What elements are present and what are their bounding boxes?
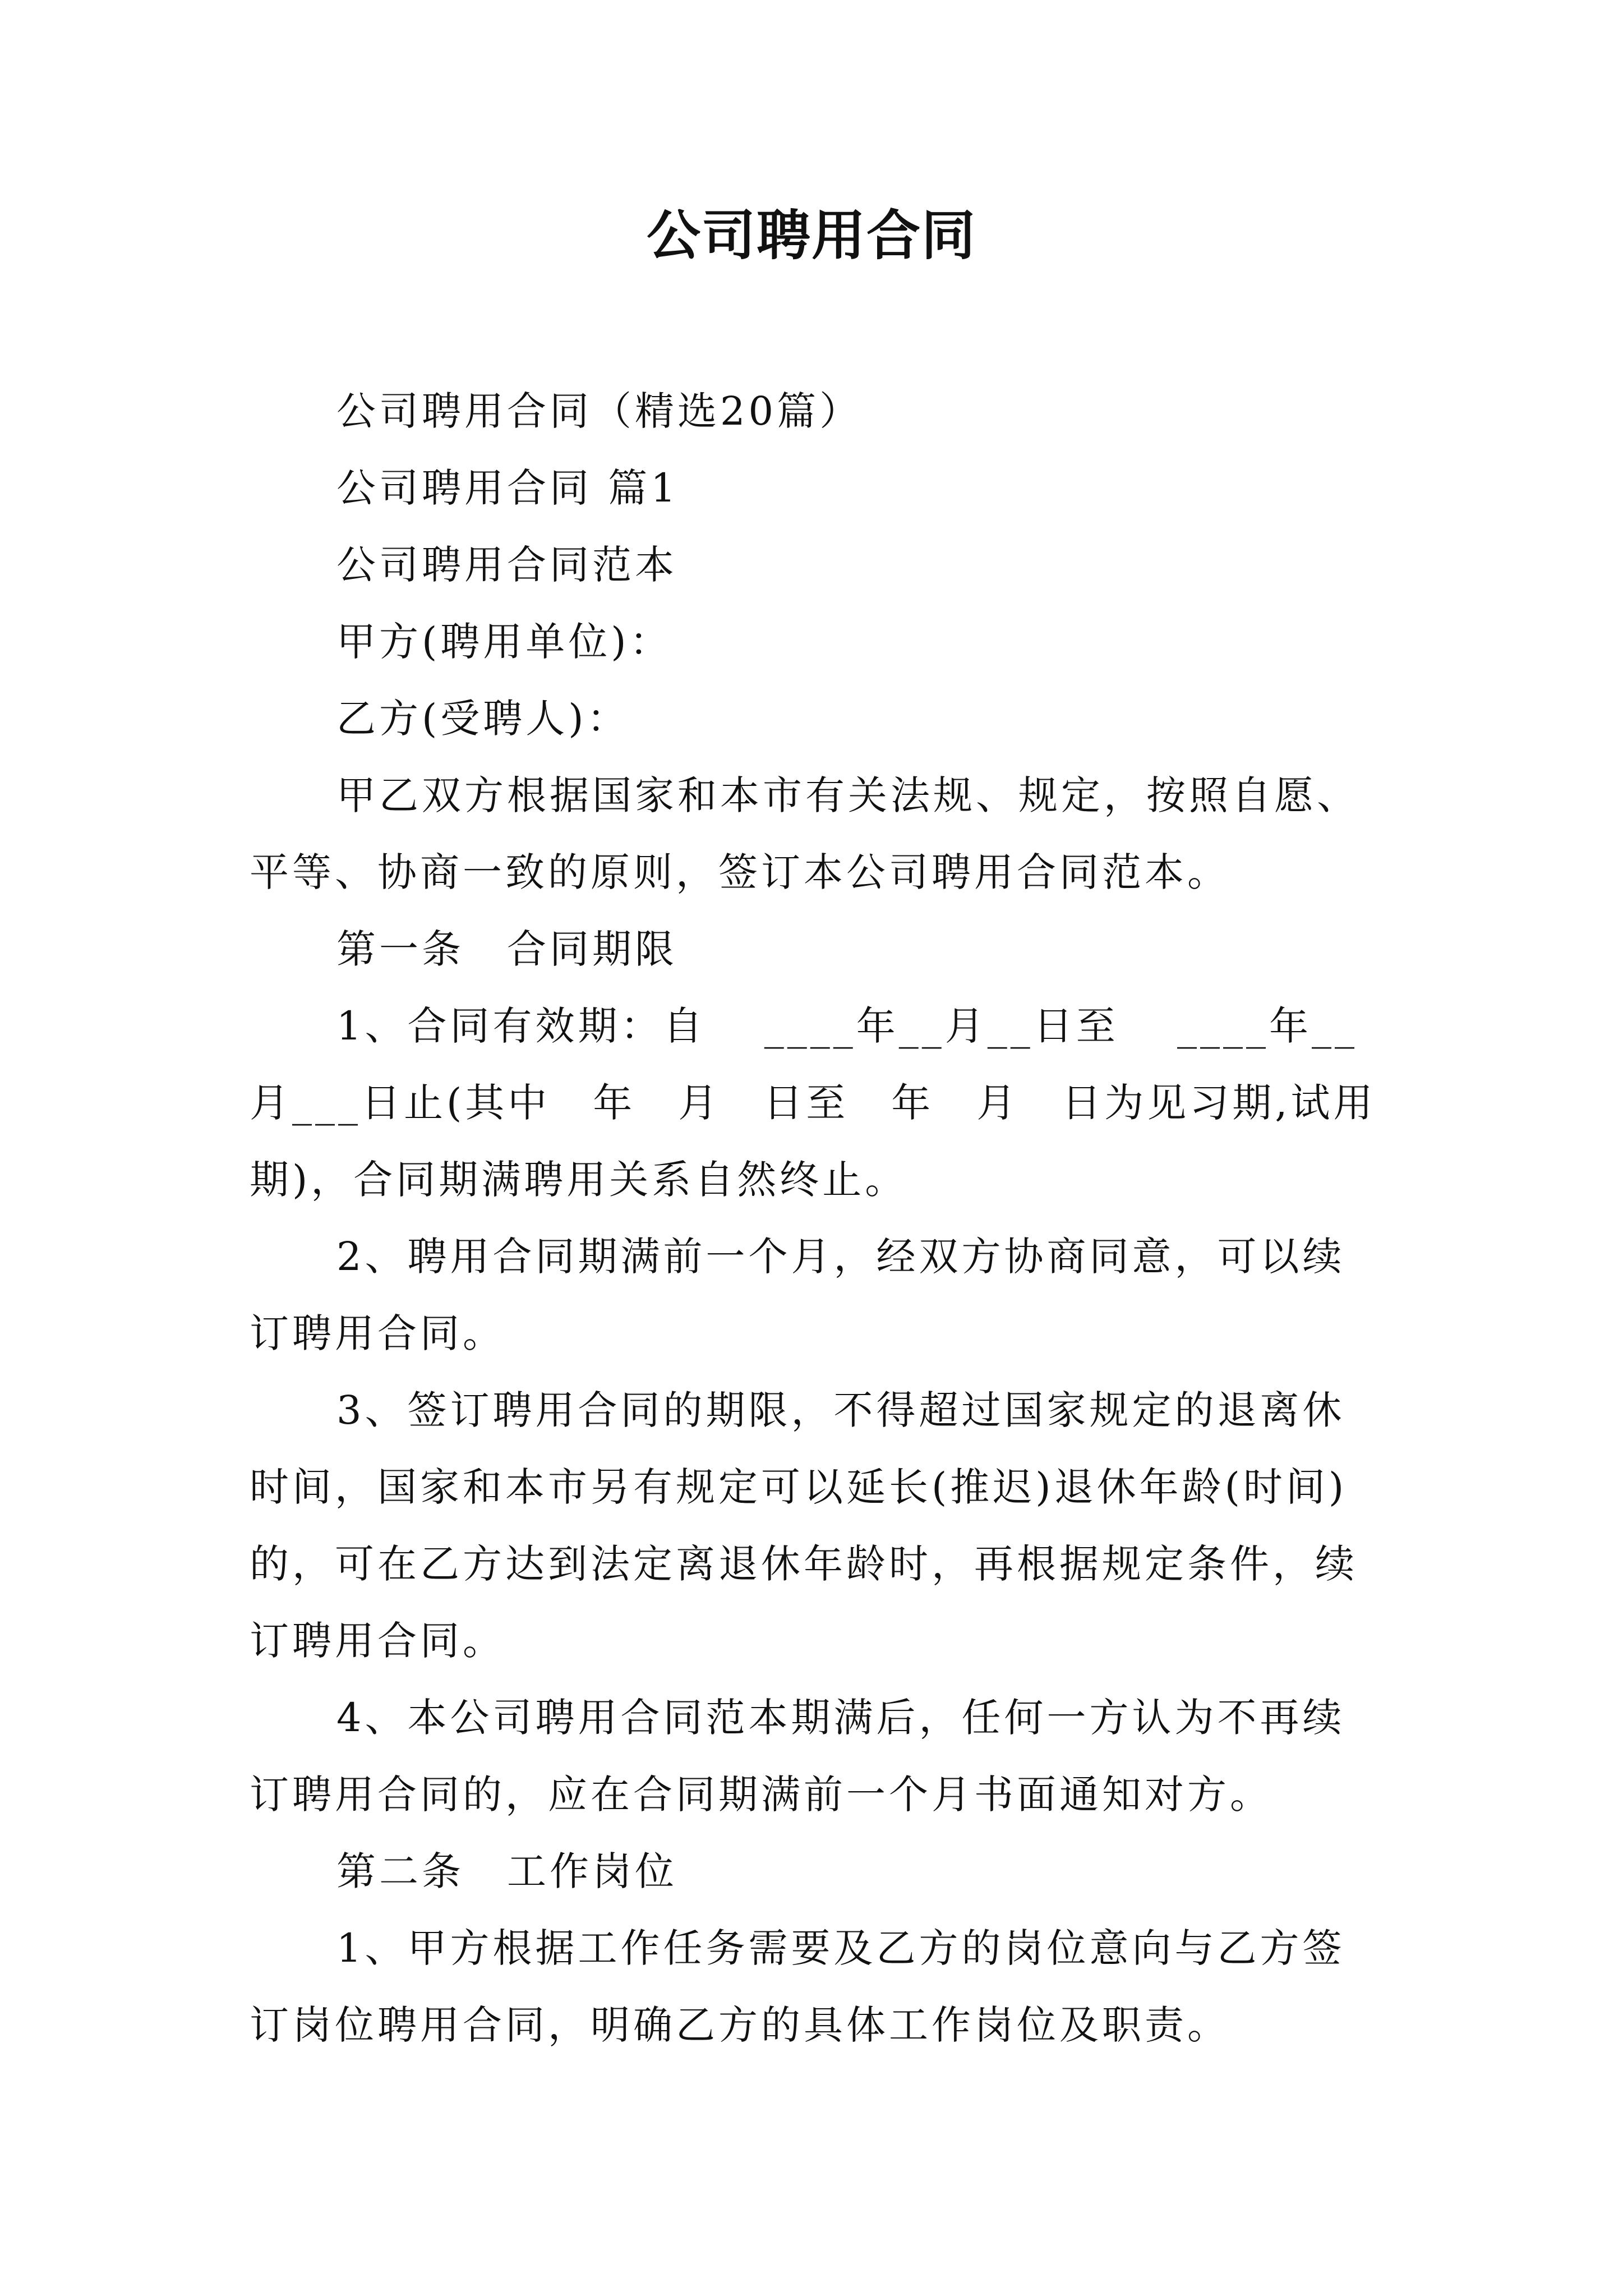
paragraph-article-2-item-1: 1、甲方根据工作任务需要及乙方的岗位意向与乙方签订岗位聘用合同，明确乙方的具体工作岗位及职责。 bbox=[250, 1925, 1345, 2048]
document-title: 公司聘用合同 bbox=[647, 204, 976, 267]
paragraph-subtitle: 公司聘用合同（精选20篇） bbox=[336, 388, 863, 434]
paragraph-section-heading: 公司聘用合同 篇1 bbox=[336, 465, 679, 511]
paragraph-article-1-heading: 第一条 合同期限 bbox=[336, 926, 677, 972]
paragraph-article-2-heading: 第二条 工作岗位 bbox=[336, 1848, 677, 1894]
paragraph-article-1-item-1: 1、合同有效期：自 ____年__月__日至 ____年__月___日止(其中 年 月 日至 年 月 日为见习期,试用期)，合同期满聘用关系自然终止。 bbox=[250, 1003, 1376, 1203]
paragraph-article-1-item-2: 2、聘用合同期满前一个月，经双方协商同意，可以续订聘用合同。 bbox=[250, 1234, 1345, 1356]
paragraph-article-1-item-3: 3、签订聘用合同的期限，不得超过国家规定的退离休时间，国家和本市另有规定可以延长(推迟)退休年龄(时间)的，可在乙方达到法定离退休年龄时，再根据规定条件，续订聘用合同。 bbox=[250, 1387, 1358, 1664]
paragraph-party-a: 甲方(聘用单位)： bbox=[336, 619, 672, 665]
document-body bbox=[250, 373, 1377, 2064]
paragraph-template-title: 公司聘用合同范本 bbox=[336, 542, 677, 588]
paragraph-party-b: 乙方(受聘人)： bbox=[336, 696, 630, 742]
paragraph-article-1-item-4: 4、本公司聘用合同范本期满后，任何一方认为不再续订聘用合同的，应在合同期满前一个月书面通知对方。 bbox=[250, 1695, 1345, 1818]
paragraph-preamble: 甲乙双方根据国家和本市有关法规、规定，按照自愿、平等、协商一致的原则，签订本公司聘用合同范本。 bbox=[250, 772, 1359, 895]
